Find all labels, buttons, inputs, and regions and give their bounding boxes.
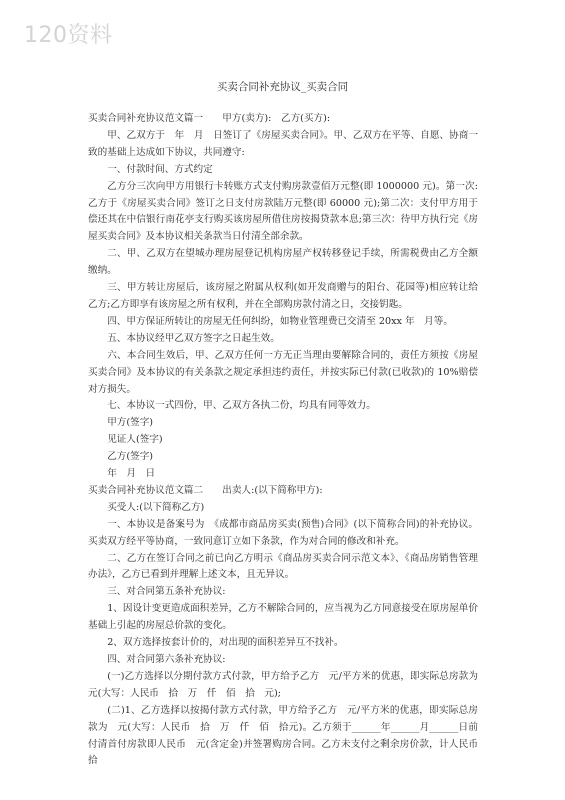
paragraph: 六、本合同生效后，甲、乙双方任何一方无正当理由要解除合同的，责任方须按《房屋买卖合同》及本协议的有关条款之规定承担违约责任，并按实际已付款(已收款)的 10%赔偿对方损失。 [88, 349, 478, 395]
paragraph: 见证人(签字) [107, 434, 163, 446]
paragraph: 甲方(签字) [107, 417, 154, 429]
paragraph: 五、本协议经甲乙双方签字之日起生效。 [107, 332, 280, 344]
paragraph: 三、甲方转让房屋后，该房屋之附属从权利(如开发商赠与的阳台、花园等)相应转让给乙方;乙方即享有该房屋之所有权利，并在全部购房款付清之日，交接钥匙。 [88, 282, 478, 310]
document-body [88, 111, 488, 770]
document-title: 买卖合同补充协议_买卖合同 [216, 81, 349, 93]
paragraph: 一、本协议是备案号为 《成都市商品房买卖(预售)合同》(以下简称合同)的补充协议。买卖双方经平等协商，一致同意订立如下条款，作为对合同的修改和补充。 [88, 518, 478, 547]
paragraph: 买卖合同补充协议范文篇二 出卖人:(以下简称甲方): [88, 484, 323, 496]
watermark-logo: 120资料 [24, 23, 113, 48]
paragraph: (二)1、乙方选择以按揭付款方式付款，甲方给予乙方 元/平方米的优惠，即实际总房款为 元(大写：人民币 拾 万 仟 佰 拾元)。乙方须于______年______月______日前付清首付房款即人民币 元(含定金)并签署购房合同。乙方未支付之剩余房价款，计人民币 拾 [88, 704, 488, 767]
paragraph: 一、付款时间、方式约定 [107, 163, 213, 175]
paragraph: (一)乙方选择以分期付款方式付款，甲方给予乙方 元/平方米的优惠，即实际总房款为元(大写：人民币 拾 万 仟 佰 拾 元); [88, 670, 478, 699]
paragraph: 年 月 日 [107, 468, 156, 480]
paragraph: 三、对合同第五条补充协议: [107, 586, 226, 598]
paragraph: 乙方(签字) [107, 451, 154, 463]
paragraph: 1、因设计变更造成面积差异，乙方不解除合同的，应当视为乙方同意接受在原房屋单价基础上引起的房屋总价款的变化。 [88, 603, 478, 632]
paragraph: 甲、乙双方于 年 月 日签订了《房屋买卖合同》。甲、乙双方在平等、自愿、协商一致的基础上达成如下协议，共同遵守: [88, 129, 478, 158]
paragraph: 买卖合同补充协议范文篇一 甲方(卖方): 乙方(买方): [88, 113, 331, 124]
paragraph: 二、甲、乙双方在望城办理房屋登记机构房屋产权转移登记手续，所需税费由乙方全额缴纳。 [88, 248, 478, 277]
paragraph: 二、乙方在签订合同之前已向乙方明示《商品房买卖合同示范文本》、《商品房销售管理办法》，乙方已看到并理解上述文本，且无异议。 [88, 552, 478, 581]
paragraph: 乙方分三次向甲方用银行卡转账方式支付购房款壹佰万元整(即 1000000 元)。第一次:乙方于《房屋买卖合同》签订之日支付房款陆万元整(即 60000 元);第二次：支付甲方用于偿还其在中信银行南花亭支行购买该房屋所借住房按揭贷款本息;第三次：待甲方执行完《房屋买卖合同》及本协议相关条款当日付清全部余款。 [88, 180, 478, 243]
paragraph: 四、甲方保证所转让的房屋无任何纠纷，如物业管理费已交清至 20xx 年 月等。 [107, 315, 453, 327]
paragraph: 2、双方选择按套计价的，对出现的面积差异互不找补。 [107, 637, 344, 649]
paragraph: 四、对合同第六条补充协议: [107, 654, 226, 665]
paragraph: 买受人:(以下简称乙方) [107, 501, 205, 513]
paragraph: 七、本协议一式四份，甲、乙双方各执二份，均具有同等效力。 [107, 400, 376, 412]
